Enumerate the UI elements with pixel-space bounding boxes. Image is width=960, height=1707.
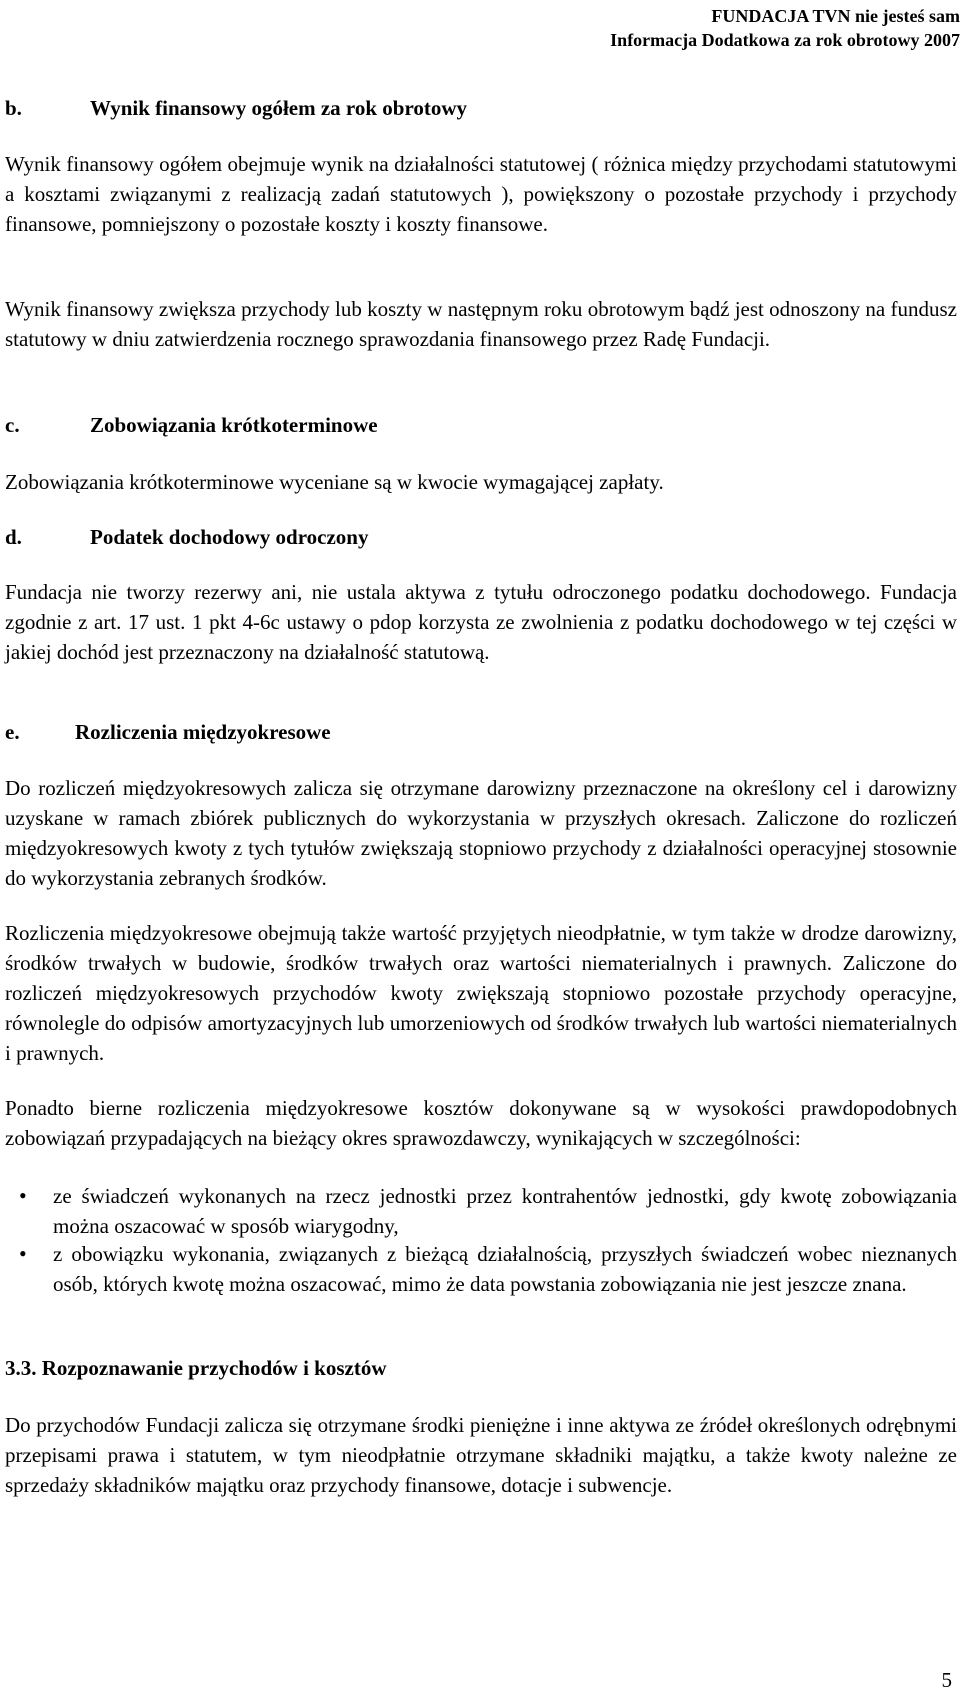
section-b-paragraph-1: Wynik finansowy ogółem obejmuje wynik na działalności statutowej ( różnica między przychodami statutowymi a kosztami związanymi z realizacją zadań statutowych ), powiększony o pozostałe przychody i przychody finansowe, pomniejszony o pozostałe koszty i koszty finansowe.	[5, 152, 957, 236]
section-e-heading	[5, 717, 331, 747]
list-item	[5, 1181, 957, 1241]
section-e-letter: e.	[5, 720, 20, 744]
section-d-paragraph-1: Fundacja nie tworzy rezerwy ani, nie ustala aktywa z tytułu odroczonego podatku dochodowego. Fundacja zgodnie z art. 17 ust. 1 pkt 4-6c ustawy o pdop korzysta ze zwolnienia z podatku dochodowego w tej części w jakiej dochód jest przeznaczony na działalność statutową.	[5, 580, 957, 664]
section-3-3-number: 3.3.	[5, 1356, 37, 1380]
section-c-heading	[5, 410, 378, 440]
list-item-text: ze świadczeń wykonanych na rzecz jednostki przez kontrahentów jednostki, gdy kwotę zobowiązania można oszacować w sposób wiarygodny,	[53, 1184, 957, 1238]
list-item-text: z obowiązku wykonania, związanych z bieżącą działalnością, przyszłych świadczeń wobec nieznanych osób, których kwotę można oszacować, mimo że data powstania zobowiązania nie jest jeszcze znana.	[53, 1242, 957, 1296]
section-c-letter: c.	[5, 413, 20, 437]
section-c-title: Zobowiązania krótkoterminowe	[90, 413, 378, 437]
section-b-heading	[5, 93, 467, 123]
section-d-title: Podatek dochodowy odroczony	[90, 525, 369, 549]
header-document-title: Informacja Dodatkowa za rok obrotowy 2007	[610, 30, 960, 50]
bullet-icon: •	[19, 1241, 27, 1266]
section-3-3-paragraph-1: Do przychodów Fundacji zalicza się otrzymane środki pieniężne i inne aktywa ze źródeł określonych odrębnymi przepisami prawa i statutem, w tym nieodpłatnie otrzymane składniki majątku, a także kwoty należne ze sprzedaży składników majątku oraz przychody finansowe, dotacje i subwencje.	[5, 1413, 957, 1497]
section-b-paragraph-2: Wynik finansowy zwiększa przychody lub koszty w następnym roku obrotowym bądź jest odnoszony na fundusz statutowy w dniu zatwierdzenia rocznego sprawozdania finansowego przez Radę Fundacji.	[5, 297, 957, 351]
section-e-paragraph-3: Ponadto bierne rozliczenia międzyokresowe kosztów dokonywane są w wysokości prawdopodobnych zobowiązań przypadających na bieżący okres sprawozdawczy, wynikających w szczególności:	[5, 1096, 957, 1150]
list-item	[5, 1239, 957, 1299]
section-d-letter: d.	[5, 525, 22, 549]
section-d-heading	[5, 522, 368, 552]
section-e-title: Rozliczenia międzyokresowe	[75, 720, 331, 744]
section-e-paragraph-2: Rozliczenia międzyokresowe obejmują także wartość przyjętych nieodpłatnie, w tym także w drodze darowizny, środków trwałych w budowie, środków trwałych oraz wartości niematerialnych i prawnych. Zaliczone do rozliczeń międzyokresowych przychodów kwoty zwiększają stopniowo pozostałe przychody operacyjne, równolegle do odpisów amortyzacyjnych lub umorzeniowych od środków trwałych lub wartości niematerialnych i prawnych.	[5, 921, 957, 1065]
section-b-letter: b.	[5, 96, 22, 120]
section-3-3-title: Rozpoznawanie przychodów i kosztów	[41, 1356, 387, 1380]
section-e-paragraph-1: Do rozliczeń międzyokresowych zalicza się otrzymane darowizny przeznaczone na określony cel i darowizny uzyskane w ramach zbiórek publicznych do wykorzystania w przyszłych okresach. Zaliczone do rozliczeń międzyokresowych kwoty z tych tytułów zwiększają stopniowo przychody z działalności operacyjnej stosownie do wykorzystania zebranych środków.	[5, 776, 957, 890]
section-c-paragraph-1: Zobowiązania krótkoterminowe wyceniane są w kwocie wymagającej zapłaty.	[5, 470, 664, 494]
section-b-title: Wynik finansowy ogółem za rok obrotowy	[90, 96, 468, 120]
bullet-icon: •	[19, 1183, 27, 1208]
header-foundation-name: FUNDACJA TVN nie jesteś sam	[711, 6, 960, 26]
page-number: 5	[941, 1668, 952, 1692]
section-3-3-heading	[5, 1353, 387, 1383]
